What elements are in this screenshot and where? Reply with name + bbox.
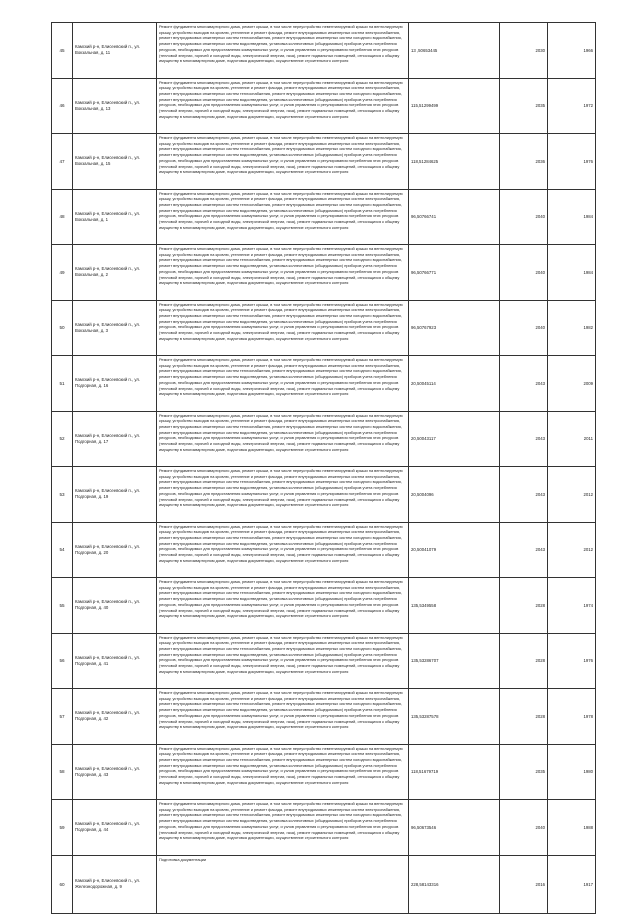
address-cell: Камский р-н, Елисеевский п., ул. Подгорная, д. 42: [73, 689, 157, 745]
address-cell: Камский р-н, Елисеевский п., ул. Подгорная, д. 40: [73, 578, 157, 634]
repair-year-cell: 2040: [500, 800, 548, 856]
built-year-cell: 1976: [548, 633, 596, 689]
row-number-cell: 52: [52, 411, 73, 467]
address-cell: Камский р-н, Елисеевский п., ул. Подгорная, д. 44: [73, 800, 157, 856]
row-number-cell: 45: [52, 23, 73, 79]
row-number-cell: 47: [52, 134, 73, 190]
work-description-cell: Ремонт фундамента многоквартирного дома, ремонт крыши, в том числе переустройство невентилируемой крыши на вентилируемую крышу, устройство выходов на кровлю, утепление и ремонт фасада, ремонт внутридомовых инженерных систем электроснабжения, ремонт внутридомовых инженерных систем теплоснабжения, ремонт внутридомовых инженерных систем холодного водоснабжения, ремонт внутридомовых инженерных систем водоотведения, установка коллективных (общедомовых) приборов учета потребления ресурсов, необходимых для предоставления коммунальных услуг, и узлов управления и регулирования потребления этих ресурсов (тепловой энергии, горячей и холодной воды, электрической энергии, газа), ремонт подвальных помещений, относящихся к общему имуществу в многоквартирном доме, подготовка документации, осуществление строительного контроля: [157, 744, 409, 800]
cost-cell: 135,53286707: [409, 633, 500, 689]
address-cell: Камский р-н, Елисеевский п., ул. Вокзальная, д. 13: [73, 78, 157, 134]
built-year-cell: 2012: [548, 467, 596, 523]
work-description-cell: Ремонт фундамента многоквартирного дома, ремонт крыши, в том числе переустройство невентилируемой крыши на вентилируемую крышу, устройство выходов на кровлю, утепление и ремонт фасада, ремонт внутридомовых инженерных систем электроснабжения, ремонт внутридомовых инженерных систем теплоснабжения, ремонт внутридомовых инженерных систем холодного водоснабжения, ремонт внутридомовых инженерных систем водоотведения, установка коллективных (общедомовых) приборов учета потребления ресурсов, необходимых для предоставления коммунальных услуг, и узлов управления и регулирования потребления этих ресурсов (тепловой энергии, горячей и холодной воды, электрической энергии, газа), ремонт подвальных помещений, относящихся к общему имуществу в многоквартирном доме, подготовка документации, осуществление строительного контроля: [157, 189, 409, 245]
built-year-cell: 1966: [548, 23, 596, 79]
table-row: [52, 23, 596, 79]
built-year-cell: 1976: [548, 134, 596, 190]
repair-year-cell: 2035: [500, 78, 548, 134]
table-row: [52, 300, 596, 356]
work-description-cell: Ремонт фундамента многоквартирного дома, ремонт крыши, в том числе переустройство невентилируемой крыши на вентилируемую крышу, устройство выходов на кровлю, утепление и ремонт фасада, ремонт внутридомовых инженерных систем электроснабжения, ремонт внутридомовых инженерных систем теплоснабжения, ремонт внутридомовых инженерных систем холодного водоснабжения, ремонт внутридомовых инженерных систем водоотведения, установка коллективных (общедомовых) приборов учета потребления ресурсов, необходимых для предоставления коммунальных услуг, и узлов управления и регулирования потребления этих ресурсов (тепловой энергии, горячей и холодной воды, электрической энергии, газа), ремонт подвальных помещений, относящихся к общему имуществу в многоквартирном доме, подготовка документации, осуществление строительного контроля: [157, 245, 409, 301]
table-row: [52, 744, 596, 800]
repair-year-cell: 2043: [500, 522, 548, 578]
work-description-cell: Ремонт фундамента многоквартирного дома, ремонт крыши, в том числе переустройство невентилируемой крыши на вентилируемую крышу, устройство выходов на кровлю, утепление и ремонт фасада, ремонт внутридомовых инженерных систем электроснабжения, ремонт внутридомовых инженерных систем теплоснабжения, ремонт внутридомовых инженерных систем холодного водоснабжения, ремонт внутридомовых инженерных систем водоотведения, установка коллективных (общедомовых) приборов учета потребления ресурсов, необходимых для предоставления коммунальных услуг, и узлов управления и регулирования потребления этих ресурсов (тепловой энергии, горячей и холодной воды, электрической энергии, газа), ремонт подвальных помещений, относящихся к общему имуществу в многоквартирном доме, подготовка документации, осуществление строительного контроля: [157, 300, 409, 356]
cost-cell: 118,51284625: [409, 134, 500, 190]
repair-year-cell: 2028: [500, 578, 548, 634]
address-cell: Камский р-н, Елисеевский п., ул. Железнодорожная, д. 9: [73, 855, 157, 913]
row-number-cell: 49: [52, 245, 73, 301]
built-year-cell: 1974: [548, 578, 596, 634]
row-number-cell: 53: [52, 467, 73, 523]
built-year-cell: 2012: [548, 522, 596, 578]
cost-cell: 96,50766771: [409, 245, 500, 301]
row-number-cell: 56: [52, 633, 73, 689]
document-page: [51, 22, 593, 914]
table-row: [52, 855, 596, 913]
repair-year-cell: 2036: [500, 134, 548, 190]
row-number-cell: 54: [52, 522, 73, 578]
address-cell: Камский р-н, Елисеевский п., ул. Вокзальная, д. 15: [73, 134, 157, 190]
row-number-cell: 58: [52, 744, 73, 800]
row-number-cell: 48: [52, 189, 73, 245]
work-description-cell: Ремонт фундамента многоквартирного дома, ремонт крыши, в том числе переустройство невентилируемой крыши на вентилируемую крышу, устройство выходов на кровлю, утепление и ремонт фасада, ремонт внутридомовых инженерных систем электроснабжения, ремонт внутридомовых инженерных систем теплоснабжения, ремонт внутридомовых инженерных систем холодного водоснабжения, ремонт внутридомовых инженерных систем водоотведения, установка коллективных (общедомовых) приборов учета потребления ресурсов, необходимых для предоставления коммунальных услуг, и узлов управления и регулирования потребления этих ресурсов (тепловой энергии, горячей и холодной воды, электрической энергии, газа), ремонт подвальных помещений, относящихся к общему имуществу в многоквартирном доме, подготовка документации, осуществление строительного контроля: [157, 411, 409, 467]
work-description-cell: Ремонт фундамента многоквартирного дома, ремонт крыши, в том числе переустройство невентилируемой крыши на вентилируемую крышу, устройство выходов на кровлю, утепление и ремонт фасада, ремонт внутридомовых инженерных систем электроснабжения, ремонт внутридомовых инженерных систем теплоснабжения, ремонт внутридомовых инженерных систем холодного водоснабжения, ремонт внутридомовых инженерных систем водоотведения, установка коллективных (общедомовых) приборов учета потребления ресурсов, необходимых для предоставления коммунальных услуг, и узлов управления и регулирования потребления этих ресурсов (тепловой энергии, горячей и холодной воды, электрической энергии, газа), ремонт подвальных помещений, относящихся к общему имуществу в многоквартирном доме, подготовка документации, осуществление строительного контроля: [157, 522, 409, 578]
cost-cell: 228,58143316: [409, 855, 500, 913]
work-description-cell: Ремонт фундамента многоквартирного дома, ремонт крыши, в том числе переустройство невентилируемой крыши на вентилируемую крышу, устройство выходов на кровлю, утепление и ремонт фасада, ремонт внутридомовых инженерных систем электроснабжения, ремонт внутридомовых инженерных систем теплоснабжения, ремонт внутридомовых инженерных систем холодного водоснабжения, ремонт внутридомовых инженерных систем водоотведения, установка коллективных (общедомовых) приборов учета потребления ресурсов, необходимых для предоставления коммунальных услуг, и узлов управления и регулирования потребления этих ресурсов (тепловой энергии, горячей и холодной воды, электрической энергии, газа), ремонт подвальных помещений, относящихся к общему имуществу в многоквартирном доме, подготовка документации, осуществление строительного контроля: [157, 134, 409, 190]
work-description-cell: Подготовка документации: [157, 855, 409, 913]
work-description-cell: Ремонт фундамента многоквартирного дома, ремонт крыши, в том числе переустройство невентилируемой крыши на вентилируемую крышу, устройство выходов на кровлю, утепление и ремонт фасада, ремонт внутридомовых инженерных систем электроснабжения, ремонт внутридомовых инженерных систем теплоснабжения, ремонт внутридомовых инженерных систем холодного водоснабжения, ремонт внутридомовых инженерных систем водоотведения, установка коллективных (общедомовых) приборов учета потребления ресурсов, необходимых для предоставления коммунальных услуг, и узлов управления и регулирования потребления этих ресурсов (тепловой энергии, горячей и холодной воды, электрической энергии, газа), ремонт подвальных помещений, относящихся к общему имуществу в многоквартирном доме, подготовка документации, осуществление строительного контроля: [157, 800, 409, 856]
built-year-cell: 1984: [548, 245, 596, 301]
address-cell: Камский р-н, Елисеевский п., ул. Подгорная, д. 17: [73, 411, 157, 467]
address-cell: Камский р-н, Елисеевский п., ул. Вокзальная, д. 11: [73, 23, 157, 79]
cost-cell: 96,50673546: [409, 800, 500, 856]
repair-year-cell: 2028: [500, 633, 548, 689]
row-number-cell: 46: [52, 78, 73, 134]
address-cell: Камский р-н, Елисеевский п., ул. Вокзальная, д. 2: [73, 245, 157, 301]
repair-year-cell: 2043: [500, 411, 548, 467]
table-row: [52, 633, 596, 689]
address-cell: Камский р-н, Елисеевский п., ул. Подгорная, д. 41: [73, 633, 157, 689]
work-description-cell: Ремонт фундамента многоквартирного дома, ремонт крыши, в том числе переустройство невентилируемой крыши на вентилируемую крышу, устройство выходов на кровлю, утепление и ремонт фасада, ремонт внутридомовых инженерных систем электроснабжения, ремонт внутридомовых инженерных систем теплоснабжения, ремонт внутридомовых инженерных систем холодного водоснабжения, ремонт внутридомовых инженерных систем водоотведения, установка коллективных (общедомовых) приборов учета потребления ресурсов, необходимых для предоставления коммунальных услуг, и узлов управления и регулирования потребления этих ресурсов (тепловой энергии, горячей и холодной воды, электрической энергии, газа), ремонт подвальных помещений, относящихся к общему имуществу в многоквартирном доме, подготовка документации, осуществление строительного контроля: [157, 467, 409, 523]
cost-cell: 20,50041079: [409, 522, 500, 578]
cost-cell: 118,51679719: [409, 744, 500, 800]
table-row: [52, 800, 596, 856]
repair-year-cell: 2030: [500, 23, 548, 79]
built-year-cell: 1978: [548, 689, 596, 745]
row-number-cell: 51: [52, 356, 73, 412]
row-number-cell: 60: [52, 855, 73, 913]
address-cell: Камский р-н, Елисеевский п., ул. Подгорная, д. 20: [73, 522, 157, 578]
cost-cell: 135,5349558: [409, 578, 500, 634]
built-year-cell: 1917: [548, 855, 596, 913]
repair-year-cell: 2040: [500, 300, 548, 356]
table-row: [52, 411, 596, 467]
cost-cell: 20,50045114: [409, 356, 500, 412]
built-year-cell: 1980: [548, 744, 596, 800]
table-row: [52, 134, 596, 190]
table-row: [52, 78, 596, 134]
cost-cell: 96,50766741: [409, 189, 500, 245]
table-row: [52, 522, 596, 578]
repair-year-cell: 2040: [500, 245, 548, 301]
built-year-cell: 2011: [548, 411, 596, 467]
work-description-cell: Ремонт фундамента многоквартирного дома, ремонт крыши, в том числе переустройство невентилируемой крыши на вентилируемую крышу, устройство выходов на кровлю, утепление и ремонт фасада, ремонт внутридомовых инженерных систем электроснабжения, ремонт внутридомовых инженерных систем теплоснабжения, ремонт внутридомовых инженерных систем холодного водоснабжения, ремонт внутридомовых инженерных систем водоотведения, установка коллективных (общедомовых) приборов учета потребления ресурсов, необходимых для предоставления коммунальных услуг, и узлов управления и регулирования потребления этих ресурсов (тепловой энергии, горячей и холодной воды, электрической энергии, газа), ремонт подвальных помещений, относящихся к общему имуществу в многоквартирном доме, подготовка документации, осуществление строительного контроля: [157, 78, 409, 134]
cost-cell: 135,53287578: [409, 689, 500, 745]
built-year-cell: 1972: [548, 78, 596, 134]
table-body: [52, 23, 596, 914]
row-number-cell: 50: [52, 300, 73, 356]
table-row: [52, 356, 596, 412]
cost-cell: 20,5004096: [409, 467, 500, 523]
work-description-cell: Ремонт фундамента многоквартирного дома, ремонт крыши, в том числе переустройство невентилируемой крыши на вентилируемую крышу, устройство выходов на кровлю, утепление и ремонт фасада, ремонт внутридомовых инженерных систем электроснабжения, ремонт внутридомовых инженерных систем теплоснабжения, ремонт внутридомовых инженерных систем холодного водоснабжения, ремонт внутридомовых инженерных систем водоотведения, установка коллективных (общедомовых) приборов учета потребления ресурсов, необходимых для предоставления коммунальных услуг, и узлов управления и регулирования потребления этих ресурсов (тепловой энергии, горячей и холодной воды, электрической энергии, газа), ремонт подвальных помещений, относящихся к общему имуществу в многоквартирном доме, подготовка документации, осуществление строительного контроля: [157, 578, 409, 634]
cost-cell: 115,51299499: [409, 78, 500, 134]
address-cell: Камский р-н, Елисеевский п., ул. Вокзальная, д. 3: [73, 300, 157, 356]
work-description-cell: Ремонт фундамента многоквартирного дома, ремонт крыши, в том числе переустройство невентилируемой крыши на вентилируемую крышу, устройство выходов на кровлю, утепление и ремонт фасада, ремонт внутридомовых инженерных систем электроснабжения, ремонт внутридомовых инженерных систем теплоснабжения, ремонт внутридомовых инженерных систем холодного водоснабжения, ремонт внутридомовых инженерных систем водоотведения, установка коллективных (общедомовых) приборов учета потребления ресурсов, необходимых для предоставления коммунальных услуг, и узлов управления и регулирования потребления этих ресурсов (тепловой энергии, горячей и холодной воды, электрической энергии, газа), ремонт подвальных помещений, относящихся к общему имуществу в многоквартирном доме, подготовка документации, осуществление строительного контроля: [157, 23, 409, 79]
work-description-cell: Ремонт фундамента многоквартирного дома, ремонт крыши, в том числе переустройство невентилируемой крыши на вентилируемую крышу, устройство выходов на кровлю, утепление и ремонт фасада, ремонт внутридомовых инженерных систем электроснабжения, ремонт внутридомовых инженерных систем теплоснабжения, ремонт внутридомовых инженерных систем холодного водоснабжения, ремонт внутридомовых инженерных систем водоотведения, установка коллективных (общедомовых) приборов учета потребления ресурсов, необходимых для предоставления коммунальных услуг, и узлов управления и регулирования потребления этих ресурсов (тепловой энергии, горячей и холодной воды, электрической энергии, газа), ремонт подвальных помещений, относящихся к общему имуществу в многоквартирном доме, подготовка документации, осуществление строительного контроля: [157, 356, 409, 412]
cost-cell: 20,50043117: [409, 411, 500, 467]
built-year-cell: 1988: [548, 800, 596, 856]
table-row: [52, 689, 596, 745]
address-cell: Камский р-н, Елисеевский п., ул. Подгорная, д. 16: [73, 356, 157, 412]
repair-year-cell: 2043: [500, 467, 548, 523]
work-description-cell: Ремонт фундамента многоквартирного дома, ремонт крыши, в том числе переустройство невентилируемой крыши на вентилируемую крышу, устройство выходов на кровлю, утепление и ремонт фасада, ремонт внутридомовых инженерных систем электроснабжения, ремонт внутридомовых инженерных систем теплоснабжения, ремонт внутридомовых инженерных систем холодного водоснабжения, ремонт внутридомовых инженерных систем водоотведения, установка коллективных (общедомовых) приборов учета потребления ресурсов, необходимых для предоставления коммунальных услуг, и узлов управления и регулирования потребления этих ресурсов (тепловой энергии, горячей и холодной воды, электрической энергии, газа), ремонт подвальных помещений, относящихся к общему имуществу в многоквартирном доме, подготовка документации, осуществление строительного контроля: [157, 633, 409, 689]
built-year-cell: 1984: [548, 189, 596, 245]
repair-year-cell: 2028: [500, 689, 548, 745]
row-number-cell: 57: [52, 689, 73, 745]
table-row: [52, 189, 596, 245]
capital-repair-table: [51, 22, 596, 914]
repair-year-cell: 2040: [500, 189, 548, 245]
address-cell: Камский р-н, Елисеевский п., ул. Подгорная, д. 43: [73, 744, 157, 800]
cost-cell: 13 ,50653445: [409, 23, 500, 79]
table-row: [52, 245, 596, 301]
repair-year-cell: 2016: [500, 855, 548, 913]
table-row: [52, 578, 596, 634]
built-year-cell: 2009: [548, 356, 596, 412]
row-number-cell: 55: [52, 578, 73, 634]
address-cell: Камский р-н, Елисеевский п., ул. Подгорная, д. 19: [73, 467, 157, 523]
repair-year-cell: 2035: [500, 744, 548, 800]
table-row: [52, 467, 596, 523]
row-number-cell: 59: [52, 800, 73, 856]
repair-year-cell: 2043: [500, 356, 548, 412]
cost-cell: 96,50767923: [409, 300, 500, 356]
built-year-cell: 1982: [548, 300, 596, 356]
address-cell: Камский р-н, Елисеевский п., ул. Вокзальная, д. 1: [73, 189, 157, 245]
work-description-cell: Ремонт фундамента многоквартирного дома, ремонт крыши, в том числе переустройство невентилируемой крыши на вентилируемую крышу, устройство выходов на кровлю, утепление и ремонт фасада, ремонт внутридомовых инженерных систем электроснабжения, ремонт внутридомовых инженерных систем теплоснабжения, ремонт внутридомовых инженерных систем холодного водоснабжения, ремонт внутридомовых инженерных систем водоотведения, установка коллективных (общедомовых) приборов учета потребления ресурсов, необходимых для предоставления коммунальных услуг, и узлов управления и регулирования потребления этих ресурсов (тепловой энергии, горячей и холодной воды, электрической энергии, газа), ремонт подвальных помещений, относящихся к общему имуществу в многоквартирном доме, подготовка документации, осуществление строительного контроля: [157, 689, 409, 745]
